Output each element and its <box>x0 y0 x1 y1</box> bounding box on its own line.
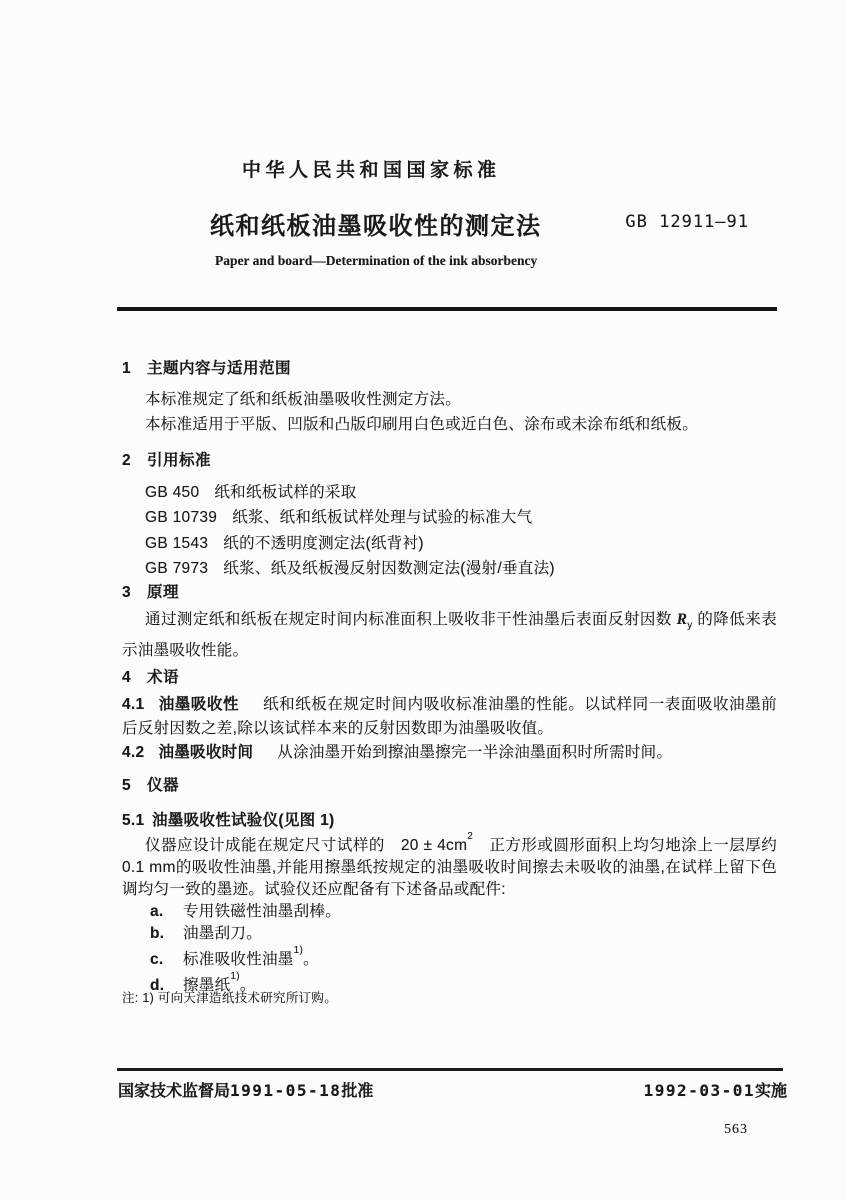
list-item <box>150 901 341 923</box>
reference-title: 纸的不透明度测定法(纸背衬) <box>223 534 424 552</box>
english-subtitle: Paper and board—Determination of the ink absorbency <box>215 253 538 268</box>
reference-code: GB 7973 <box>145 559 209 577</box>
list-item-text: 擦墨纸 <box>183 976 231 994</box>
paragraph: 本标准适用于平版、凹版和凸版印刷用白色或近白色、涂布或未涂布纸和纸板。 <box>145 416 699 433</box>
section-title: 术语 <box>147 669 180 686</box>
clause-title: 油墨吸收性试验仪(见图 1) <box>152 812 335 829</box>
definition-text: 从涂油墨开始到擦油墨擦完一半涂油墨面积时所需时间。 <box>277 744 673 761</box>
paragraph-text: 通过测定纸和纸板在规定时间内标准面积上吸收非干性油墨后表面反射因数 <box>145 611 677 628</box>
section-number: 3 <box>122 584 132 601</box>
list-marker: a. <box>150 903 164 920</box>
page-title: 纸和纸板油墨吸收性的测定法 <box>210 213 542 240</box>
clause-number: 4.1 <box>122 696 145 713</box>
reference-title: 纸浆、纸和纸板试样处理与试验的标准大气 <box>232 509 533 527</box>
reference-item <box>145 480 555 505</box>
paragraph: 本标准规定了纸和纸板油墨吸收性测定方法。 <box>145 391 462 408</box>
reflectance-symbol-subscript: y <box>687 620 693 632</box>
term: 油墨吸收性 <box>158 696 240 713</box>
term-definition-4-1 <box>122 693 777 740</box>
list-item-punctuation: 。 <box>303 950 319 968</box>
reference-title: 纸和纸板试样的采取 <box>214 484 357 501</box>
paragraph <box>122 831 777 901</box>
approval-authority: 国家技术监督局 <box>118 1083 231 1100</box>
reference-title: 纸浆、纸及纸板漫反射因数测定法(漫射/垂直法) <box>223 559 555 577</box>
paragraph-text: 的降低来表示油墨吸收性能。 <box>122 611 777 660</box>
reference-code: GB 450 <box>145 484 200 501</box>
footnote-marker: 1) <box>293 944 304 956</box>
section-heading-1 <box>122 356 291 378</box>
section-heading-5 <box>122 773 179 795</box>
reference-code: GB 1543 <box>145 534 209 552</box>
implementation-statement <box>644 1078 787 1101</box>
clause-number: 4.2 <box>122 744 145 761</box>
list-marker: d. <box>150 976 165 994</box>
list-item-text: 专用铁磁性油墨刮棒。 <box>183 903 342 920</box>
accessory-list <box>150 901 341 997</box>
reflectance-symbol: R <box>676 611 688 628</box>
header-rule <box>117 307 777 311</box>
approval-date: 1991-05-18 <box>230 1081 342 1100</box>
section-heading-4 <box>122 665 179 687</box>
square-cm-superscript: 2 <box>467 831 474 842</box>
term: 油墨吸收时间 <box>158 744 254 761</box>
reference-item <box>145 531 555 556</box>
implementation-date: 1992-03-01 <box>643 1081 755 1100</box>
definition-text: 纸和纸板在规定时间内吸收标准油墨的性能。以试样同一表面吸收油墨前后反射因数之差,除以该试样本来的反射因数即为油墨吸收值。 <box>122 696 777 737</box>
list-marker: b. <box>150 924 165 942</box>
section-number: 1 <box>122 360 132 377</box>
section-heading-2 <box>122 448 211 470</box>
section-title: 仪器 <box>147 777 180 794</box>
section-number: 4 <box>122 669 132 686</box>
section-number: 2 <box>122 452 132 469</box>
term-definition-4-2 <box>122 741 777 765</box>
section-title: 主题内容与适用范围 <box>147 360 292 377</box>
section-number: 5 <box>122 777 132 794</box>
footnote: 注: 1) 可向天津造纸技术研究所订购。 <box>122 991 338 1005</box>
footer-rule <box>117 1068 783 1071</box>
implementation-label: 实施 <box>754 1083 787 1100</box>
list-item-punctuation: 。 <box>239 976 256 994</box>
footnote-marker: 1) <box>230 970 240 982</box>
paragraph-text: 正方形或圆形面积上均匀地涂上一层厚约0.1 mm的吸收性油墨,并能用擦墨纸按规定的油墨吸收时间擦去未吸收的油墨,在试样上留下色调均匀一致的墨迹。试验仪还应配备有下述备品或配件: <box>122 837 778 899</box>
section-heading-3 <box>122 580 179 602</box>
reference-item <box>145 505 555 530</box>
section-title: 原理 <box>147 584 180 601</box>
section-title: 引用标准 <box>147 452 212 469</box>
clause-number: 5.1 <box>122 812 145 829</box>
list-marker: c. <box>150 950 164 968</box>
approval-label: 批准 <box>341 1083 374 1100</box>
list-item-text: 油墨刮刀。 <box>183 924 263 942</box>
paragraph <box>122 607 777 663</box>
reference-list <box>145 480 555 581</box>
page-number: 563 <box>724 1122 748 1137</box>
list-item-text: 标准吸收性油墨 <box>183 950 294 968</box>
standard-label: 中华人民共和国国家标准 <box>242 160 501 181</box>
approval-statement <box>118 1078 373 1101</box>
reference-code: GB 10739 <box>145 509 218 527</box>
standard-number: GB 12911—91 <box>625 212 749 232</box>
clause-heading-5-1 <box>122 808 334 830</box>
paragraph-text: 仪器应设计成能在规定尺寸试样的 20 ± 4cm <box>145 837 468 855</box>
list-item <box>150 923 341 945</box>
reference-item <box>145 556 555 581</box>
list-item <box>150 945 341 971</box>
